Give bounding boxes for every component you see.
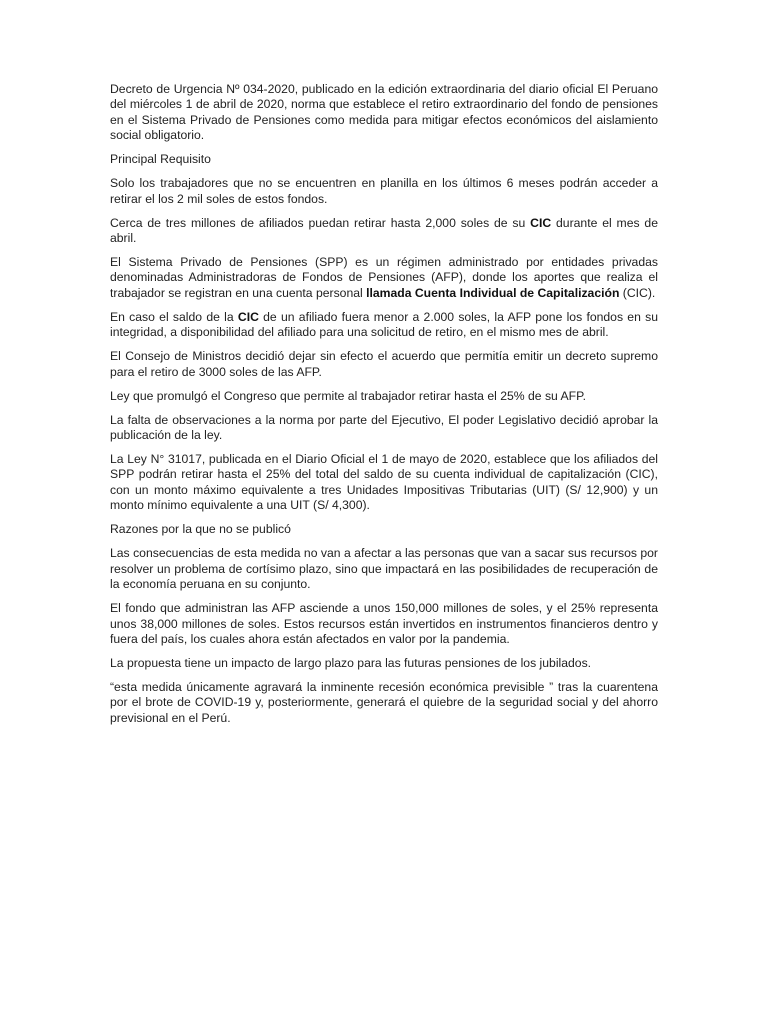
paragraph-falta-observaciones: La falta de observaciones a la norma por parte del Ejecutivo, El poder Legislativo decidió aprobar la publicación de la ley. [110, 412, 658, 443]
paragraph-cita-recesion: “esta medida únicamente agravará la inminente recesión económica previsible ” tras la cuarentena por el brote de COVID-19 y, posteriormente, generará el quiebre de la seguridad social y del ahorro previsional en el Perú. [110, 679, 658, 725]
text-run: En caso el saldo de la [110, 309, 238, 324]
paragraph-requisito: Solo los trabajadores que no se encuentren en planilla en los últimos 6 meses podrán acceder a retirar el los 2 mil soles de estos fondos. [110, 176, 658, 206]
paragraph-consejo-ministros: El Consejo de Ministros decidió dejar sin efecto el acuerdo que permitía emitir un decreto supremo para el retiro de 3000 soles de las AFP. [110, 349, 658, 379]
text-run: durante el mes de abril. [110, 215, 658, 246]
paragraph-decreto: Decreto de Urgencia Nº 034-2020, publicado en la edición extraordinaria del diario oficial El Peruano del miércoles 1 de abril de 2020, norma que establece el retiro extraordinario del fondo de pensiones en el Sistema Privado de Pensiones como medida para mitigar efectos económicos del aislamiento social obligatorio. [110, 82, 658, 143]
paragraph-ley-congreso: Ley que promulgó el Congreso que permite al trabajador retirar hasta el 25% de su AFP. [110, 388, 587, 403]
heading-razones: Razones por la que no se publicó [110, 522, 291, 537]
paragraph-ley-31017: La Ley N° 31017, publicada en el Diario Oficial el 1 de mayo de 2020, establece que los afiliados del SPP podrán retirar hasta el 25% del total del saldo de su cuenta individual de capitalización (CIC), con un monto máximo equivalente a tres Unidades Impositivas Tributarias (UIT) (S/ 12,900) y un monto mínimo equivalente a una UIT (S/ 4,300). [110, 452, 658, 513]
paragraph-fondo-afp: El fondo que administran las AFP asciende a unos 150,000 millones de soles, y el 25% representa unos 38,000 millones de soles. Estos recursos están invertidos en instrumentos financieros dentro y fuera del país, los cuales ahora están afectados en valor por la pandemia. [110, 601, 658, 646]
paragraph-spp [110, 255, 658, 301]
text-run: Cerca de tres millones de afiliados puedan retirar hasta 2,000 soles de su [110, 215, 531, 230]
bold-term-cic: CIC [237, 309, 259, 324]
paragraph-saldo-cic [110, 310, 658, 341]
document-body [110, 82, 658, 735]
paragraph-propuesta: La propuesta tiene un impacto de largo plazo para las futuras pensiones de los jubilados. [110, 655, 592, 670]
paragraph-consecuencias: Las consecuencias de esta medida no van a afectar a las personas que van a sacar sus recursos por resolver un problema de cortísimo plazo, sino que impactará en las posibilidades de recuperación de la economía peruana en su conjunto. [110, 546, 658, 592]
text-run: (CIC). [619, 285, 656, 300]
paragraph-tres-millones [110, 216, 658, 247]
heading-principal-requisito: Principal Requisito [110, 152, 211, 167]
text-run: El Sistema Privado de Pensiones (SPP) es un régimen administrado por entidades privadas denominadas Administradoras de Fondos de Pensiones (AFP), donde los aportes que realiza el trabajador se registran en una cuenta personal [110, 255, 658, 300]
bold-term-cuenta-individual: llamada Cuenta Individual de Capitalización [366, 285, 620, 300]
bold-term-cic: CIC [530, 215, 552, 230]
text-run: de un afiliado fuera menor a 2.000 soles, la AFP pone los fondos en su integridad, a disponibilidad del afiliado para una solicitud de retiro, en el mismo mes de abril. [110, 309, 658, 340]
